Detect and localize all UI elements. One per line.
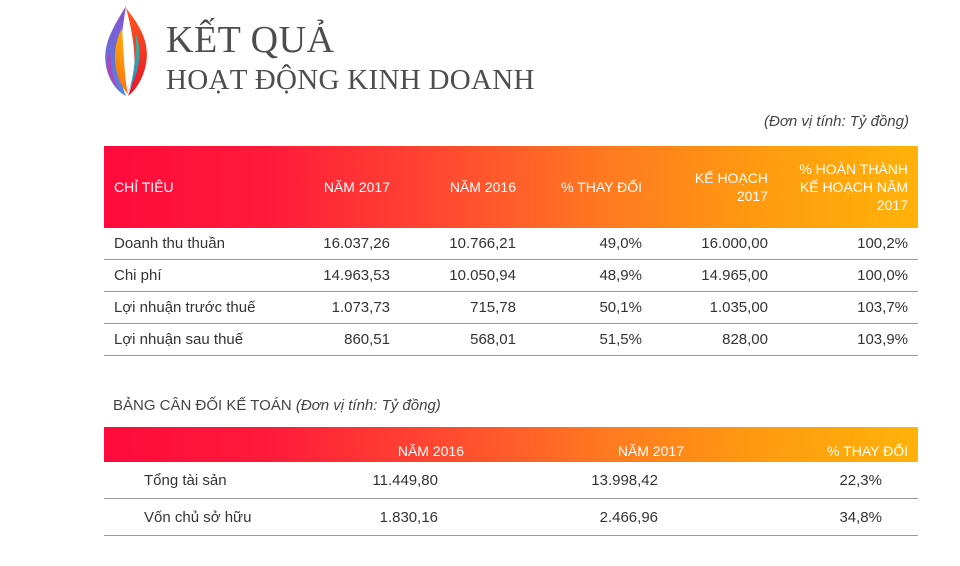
- business-results-table: [104, 146, 918, 356]
- table-cell: 100,2%: [778, 228, 918, 260]
- table-cell: 2.466,96: [474, 499, 694, 536]
- table-cell: 10.050,94: [400, 260, 526, 292]
- table-cell: 103,7%: [778, 292, 918, 324]
- table-cell: 11.449,80: [334, 462, 474, 499]
- header-cell: NĂM 2016: [397, 443, 464, 459]
- table-row: [104, 324, 918, 356]
- table-row: [104, 228, 918, 260]
- table-cell: 16.037,26: [294, 228, 400, 260]
- table-cell: 1.035,00: [652, 292, 778, 324]
- table-cell: 49,0%: [526, 228, 652, 260]
- row-label: Vốn chủ sở hữu: [104, 499, 334, 536]
- table-cell: 34,8%: [694, 499, 918, 536]
- table-cell: 51,5%: [526, 324, 652, 356]
- header-cell: KẾ HOẠCH 2017: [694, 170, 768, 204]
- header-cell: % THAY ĐỔI: [561, 179, 642, 195]
- table-header-row: [104, 427, 918, 462]
- balance-sheet-unit: (Đơn vị tính: Tỷ đồng): [295, 397, 441, 414]
- table-row: [104, 462, 918, 499]
- table-cell: 10.766,21: [400, 228, 526, 260]
- table-row: [104, 292, 918, 324]
- header-cell: % THAY ĐỔI: [827, 443, 908, 459]
- table-cell: 860,51: [294, 324, 400, 356]
- table-cell: 568,01: [400, 324, 526, 356]
- table-cell: 103,9%: [778, 324, 918, 356]
- header-cell: NĂM 2017: [617, 443, 684, 459]
- table-cell: 14.963,53: [294, 260, 400, 292]
- table-cell: 16.000,00: [652, 228, 778, 260]
- table-cell: 1.830,16: [334, 499, 474, 536]
- page-subtitle: HOẠT ĐỘNG KINH DOANH: [166, 64, 535, 96]
- header-cell: NĂM 2016: [449, 179, 516, 195]
- header-cell: CHỈ TIÊU: [114, 179, 174, 195]
- balance-sheet-title: [113, 397, 441, 414]
- row-label: Doanh thu thuần: [104, 228, 294, 260]
- table-cell: 13.998,42: [474, 462, 694, 499]
- table-cell: 828,00: [652, 324, 778, 356]
- header-cell: [104, 427, 334, 462]
- table-cell: 100,0%: [778, 260, 918, 292]
- unit-note: (Đơn vị tính: Tỷ đồng): [764, 113, 909, 130]
- row-label: Lợi nhuận trước thuế: [104, 292, 294, 324]
- table-cell: 48,9%: [526, 260, 652, 292]
- table-row: [104, 499, 918, 536]
- table-cell: 715,78: [400, 292, 526, 324]
- header-cell: % HOÀN THÀNH KẾ HOẠCH NĂM 2017: [799, 161, 908, 213]
- table-cell: 22,3%: [694, 462, 918, 499]
- row-label: Chi phí: [104, 260, 294, 292]
- balance-sheet-heading: BẢNG CÂN ĐỐI KẾ TOÁN: [113, 397, 292, 414]
- table-cell: 14.965,00: [652, 260, 778, 292]
- table-row: [104, 260, 918, 292]
- page-title: KẾT QUẢ: [166, 19, 335, 61]
- table-cell: 1.073,73: [294, 292, 400, 324]
- row-label: Tổng tài sản: [104, 462, 334, 499]
- balance-sheet-table: [104, 427, 918, 536]
- row-label: Lợi nhuận sau thuế: [104, 324, 294, 356]
- flame-logo-icon: [96, 4, 160, 100]
- table-cell: 50,1%: [526, 292, 652, 324]
- header-cell: NĂM 2017: [323, 179, 390, 195]
- table-header-row: [104, 146, 918, 228]
